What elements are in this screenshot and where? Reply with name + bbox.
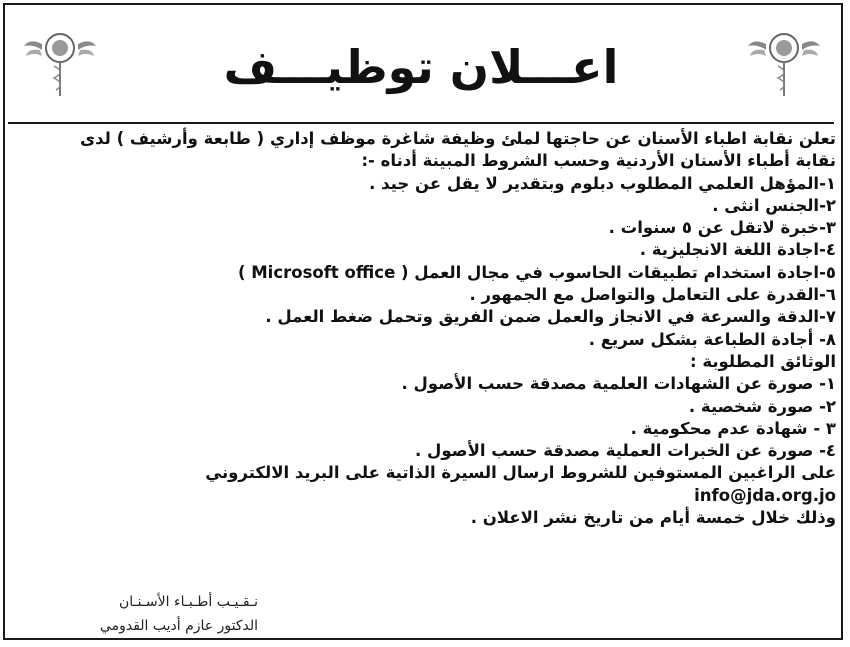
document-item: ١- صورة عن الشهادات العلمية مصدقة حسب الأصول .	[401, 374, 836, 394]
intro-line: نقابة أطباء الأسنان الأردنية وحسب الشروط المبينة أدناه -:	[361, 151, 836, 171]
requirement-item: ٥-اجادة استخدام تطبيقات الحاسوب في مجال العمل ( Microsoft office )	[237, 262, 836, 282]
signature-role: نـقـيـب أطـبـاء الأسـنـان	[118, 594, 258, 610]
email-address: info@jda.org.jo	[694, 485, 836, 505]
requirement-item: ٣-خبرة لاتقل عن ٥ سنوات .	[608, 218, 836, 238]
signature-block	[18, 590, 258, 638]
requirement-item: ١-المؤهل العلمي المطلوب دبلوم وبتقدير لا يقل عن جيد .	[369, 173, 836, 193]
ad-body	[16, 128, 836, 529]
deadline-text: وذلك خلال خمسة أيام من تاريخ نشر الاعلان .	[470, 508, 836, 528]
signature-name: الدكتور عازم أديب القدومي	[99, 618, 258, 634]
document-item: ٤- صورة عن الخبرات العملية مصدقة حسب الأصول .	[415, 441, 836, 461]
requirement-item: ٨- أجادة الطباعة بشكل سريع .	[588, 329, 836, 349]
requirement-item: ٦-القدرة على التعامل والتواصل مع الجمهور .	[469, 285, 836, 305]
intro-line: تعلن نقابة اطباء الأسنان عن حاجتها لملئ وظيفة شاغرة موظف إداري ( طابعة وأرشيف ) لدى	[80, 129, 836, 148]
documents-heading: الوثائق المطلوبة :	[689, 351, 836, 371]
requirement-item: ٤-اجادة اللغة الانجليزية .	[639, 240, 836, 260]
closing-text: على الراغبين المستوفين للشروط ارسال السيرة الذاتية على البريد الالكتروني	[205, 463, 836, 483]
document-item: ٢- صورة شخصية .	[688, 396, 836, 416]
requirement-item: ٧-الدقة والسرعة في الانجاز والعمل ضمن الفريق وتحمل ضغط العمل .	[265, 307, 836, 327]
caduceus-tooth-emblem-icon	[20, 18, 100, 98]
page-title: اعـــلان توظيـــف	[223, 40, 619, 94]
requirement-item: ٢-الجنس انثى .	[712, 195, 836, 215]
header	[8, 8, 834, 124]
document-item: ٣ - شهادة عدم محكومية .	[630, 418, 836, 438]
